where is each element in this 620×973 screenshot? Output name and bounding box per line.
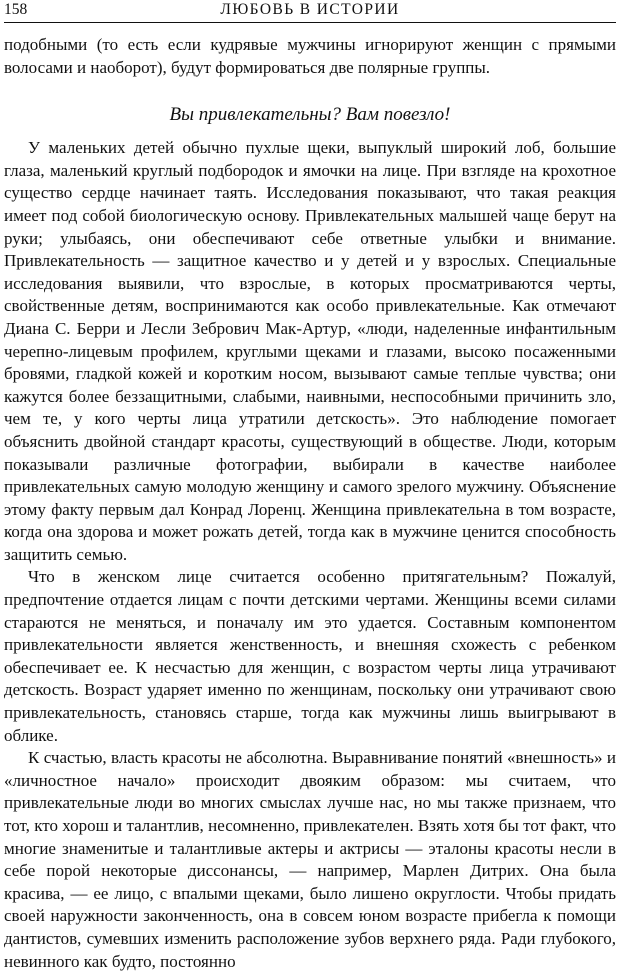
paragraph-female-face: Что в женском лице считается особенно притягательным? Пожалуй, предпочтение отдается лицам с почти детскими чертами. Женщины всеми силами стараются не меняться, и поначалу им это удается. Составным компонентом привлекательности является женственность, и внешняя схожесть с ребенком обеспечивает ее. К несчастью для женщин, с возрастом черты лица утрачивают детскость. Возраст ударяет именно по женщинам, поскольку они утрачивают свою привлекательность, становясь старше, тогда как мужчины лишь выигрывают в облике.: [4, 567, 616, 745]
page-body: [4, 34, 616, 973]
continued-paragraph: подобными (то есть если кудрявые мужчины игнорируют женщин с прямыми волосами и наоборот), будут формироваться две полярные группы.: [4, 35, 616, 77]
section-heading: Вы привлекательны? Вам повезло!: [169, 104, 451, 126]
paragraph-children-faces: У маленьких детей обычно пухлые щеки, выпуклый широкий лоб, большие глаза, маленький круглый подбородок и ямочки на лице. При взгляде на крохотное существо сердце начинает таять. Исследования показывают, что такая реакция имеет под собой биологическую основу. Привлекательных малышей чаще берут на руки; улыбаясь, они обеспечивают себе ответные улыбки и внимание. Привлекательность — защитное качество и у детей и у взрослых. Специальные исследования выявили, что взрослые, в которых просматриваются черты, свойственные детям, воспринимаются как особо привлекательные. Как отмечают Диана С. Берри и Лесли Зебрович Мак-Артур, «люди, наделенные инфантильным черепно-лицевым профилем, круглыми щеками и глазами, высоко посаженными бровями, гладкой кожей и коротким носом, вызывают самые теплые чувства; они кажутся более беззащитными, слабыми, наивными, неспособными причинить зло, чем те, у кого черты лица утратили детскость». Это наблюдение помогает объяснить двойной стандарт красоты, существующий в обществе. Люди, которым показывали различные фотографии, выбирали в качестве наиболее привлекательных самую молодую женщину и самого зрелого мужчину. Объяснение этому факту первым дал Конрад Лоренц. Женщина привлекательна в том возрасте, когда она здорова и может рожать детей, тогда как в мужчине ценится способность защитить семью.: [4, 138, 616, 564]
paragraph-power-of-beauty: К счастью, власть красоты не абсолютна. Выравнивание понятий «внешность» и «личностное начало» происходит двояким образом: мы считаем, что привлекательные люди во многих смыслах лучше нас, но мы также признаем, что тот, кто хорош и талантлив, несомненно, привлекателен. Взять хотя бы тот факт, что многие знаменитые и талантливые актеры и актрисы — эталоны красоты несли в себе порой некоторые диссонансы, — например, Марлен Дитрих. Она была красива, — ее лицо, с впалыми щеками, было лишено округлости. Чтобы придать своей наружности законченность, она в совсем юном возрасте прибегла к помощи дантистов, сумевших изменить расположение зубов верхнего ряда. Ради глубокого, невинного как будто, постоянно: [4, 748, 616, 971]
header-rule: [4, 22, 616, 23]
running-title: ЛЮБОВЬ В ИСТОРИИ: [220, 1, 400, 18]
page-header: [4, 0, 616, 22]
page-number: 158: [4, 1, 28, 18]
